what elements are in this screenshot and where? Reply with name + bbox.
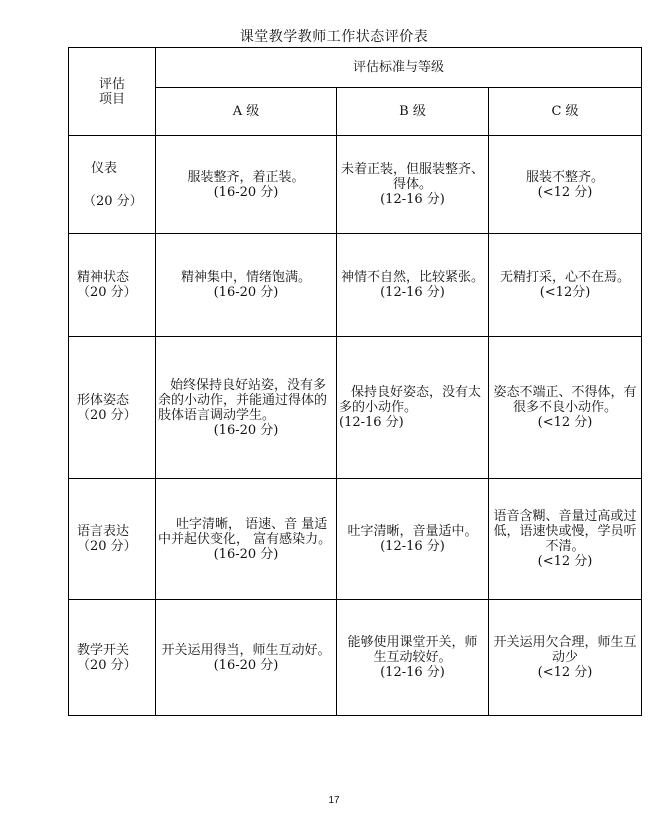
criteria-text: 神情不自然，比较紧张。 [340,270,484,285]
score-range: (12-16 分) [339,415,404,430]
score-range: (16-20 分) [213,184,279,200]
criteria-text: 服装整齐，着正装。 [187,169,305,185]
item-name: 仪表 [91,160,118,176]
standard-header: 评估标准与等级 [156,48,642,88]
item-cell [69,136,156,234]
criteria-text: 能够使用课堂开关，师生互动较好。 [347,635,478,665]
item-cell [69,600,156,716]
grade-b-cell [337,479,489,600]
item-cell [69,479,156,600]
grade-b-cell [337,136,489,234]
grade-b-header: B 级 [337,88,489,136]
header-row [69,48,642,88]
grade-c-cell [489,234,642,337]
item-header-line2: 项目 [98,91,125,107]
criteria-text: 始终保持良好站姿，没有多余的小动作，并能通过得体的肢体语言调动学生。 [158,377,328,423]
item-name: 形体姿态 [77,392,130,408]
score-range: (<12分) [539,285,591,300]
grade-c-cell [489,479,642,600]
table-row [69,337,642,479]
table-row [69,234,642,337]
item-score: （20 分） [77,285,137,300]
criteria-text: 吐字清晰，音量适中。 [347,524,478,539]
grade-b-cell [337,600,489,716]
page-title: 课堂教学教师工作状态评价表 [239,29,429,45]
score-range: (16-20 分) [213,546,279,562]
item-cell [69,337,156,479]
item-score: （20 分） [77,657,137,673]
score-range: (16-20 分) [213,422,279,438]
score-range: (<12 分) [537,415,593,430]
score-range: (12-16 分) [380,192,445,207]
criteria-text: 语音含糊、音量过高或过低，语速快或慢，学员听不清。 [493,509,637,554]
score-range: (16-20 分) [213,285,279,300]
criteria-text: 姿态不端正、不得体，有很多不良小动作。 [493,385,637,415]
score-range: (12-16 分) [380,285,445,300]
score-range: (16-20 分) [213,657,279,673]
criteria-text: 未着正装，但服装整齐、得体。 [340,162,484,192]
score-range: (<12 分) [537,554,593,569]
table-row [69,136,642,234]
item-score: （20 分） [77,539,137,554]
score-range: (12-16 分) [380,665,445,680]
item-score: （20 分） [77,407,137,423]
grade-a-cell [156,479,337,600]
item-score: （20 分） [83,193,143,209]
item-header-line1: 评估 [98,76,125,92]
grade-c-cell [489,600,642,716]
grade-a-cell [156,136,337,234]
evaluation-table [68,47,642,716]
grade-c-cell [489,337,642,479]
table-row [69,479,642,600]
criteria-text: 精神集中，情绪饱满。 [180,270,311,285]
criteria-text: 开关运用欠合理，师生互动少 [493,635,637,665]
item-column-header [69,48,156,136]
grade-c-cell [489,136,642,234]
criteria-text: 开关运用得当，师生互动好。 [161,642,331,658]
grade-a-cell [156,234,337,337]
page-number: 17 [328,795,340,806]
grade-b-cell [337,234,489,337]
score-range: (12-16 分) [380,539,445,554]
grade-a-header: A 级 [156,88,337,136]
grade-a-cell [156,337,337,479]
grade-c-header: C 级 [489,88,642,136]
criteria-text: 吐字清晰， 语速、音 量适中并起伏变化， 富有感染力。 [158,516,332,547]
table-row [69,600,642,716]
item-name: 语言表达 [77,524,130,539]
item-cell [69,234,156,337]
criteria-text: 无精打采，心不在焉。 [500,270,631,285]
score-range: (<12 分) [537,184,593,200]
item-name: 精神状态 [77,270,130,285]
grade-a-cell [156,600,337,716]
criteria-text: 保持良好姿态，没有太多的小动作。 [339,385,482,415]
item-name: 教学开关 [77,642,130,658]
score-range: (<12 分) [537,665,593,680]
criteria-text: 服装不整齐。 [526,169,605,185]
grade-b-cell [337,337,489,479]
